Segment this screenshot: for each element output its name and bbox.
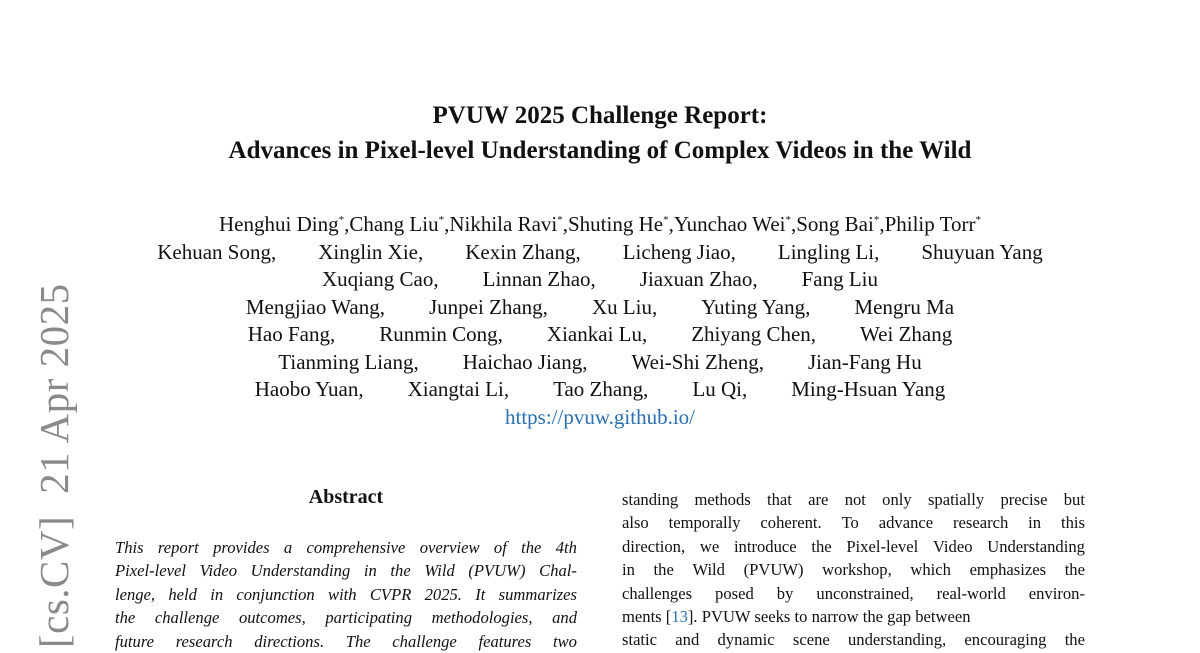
author-line-2 xyxy=(0,239,1200,267)
author: Kehuan Song, xyxy=(157,239,277,264)
author-line-7 xyxy=(0,376,1200,404)
author: Song Bai*, xyxy=(796,212,885,236)
author: Jiaxuan Zhao, xyxy=(639,267,758,291)
author: Shuting He*, xyxy=(567,212,674,236)
author: Xiankai Lu, xyxy=(546,322,648,346)
author: Junpei Zhang, xyxy=(428,294,548,319)
abstract-line: This report provides a comprehensive overview of the 4th xyxy=(115,538,577,557)
author: Tianming Liang, xyxy=(278,349,419,374)
author: Jian-Fang Hu xyxy=(807,349,922,374)
project-url-link[interactable]: https://pvuw.github.io/ xyxy=(505,404,695,429)
abstract-line: Pixel-level Video Understanding in the Wild (PVUW) Chal- xyxy=(115,561,577,581)
author: Shuyuan Yang xyxy=(921,239,1043,264)
author-block xyxy=(0,211,1200,431)
author: Tao Zhang, xyxy=(553,377,649,401)
author: Hao Fang, xyxy=(247,322,336,346)
author: Ming-Hsuan Yang xyxy=(791,377,946,401)
author: Xinglin Xie, xyxy=(318,239,424,264)
author: Mengjiao Wang, xyxy=(245,294,385,319)
author: Fang Liu xyxy=(801,267,878,291)
author: Zhiyang Chen, xyxy=(691,322,817,346)
author: Chang Liu*, xyxy=(349,212,450,236)
abstract-line: future research directions. The challenge features two xyxy=(115,631,577,651)
author: Wei Zhang xyxy=(860,322,953,346)
author-line-3 xyxy=(0,266,1200,294)
intro-body xyxy=(622,488,1085,652)
intro-line: static and dynamic scene understanding, encouraging the xyxy=(622,630,1085,650)
author: Philip Torr* xyxy=(884,212,981,236)
author-line-5 xyxy=(0,321,1200,349)
author: Yunchao Wei*, xyxy=(673,212,797,236)
author: Kexin Zhang, xyxy=(465,239,581,264)
author-line-1 xyxy=(0,211,1200,239)
url-line xyxy=(0,404,1200,432)
author-line-6 xyxy=(0,349,1200,377)
arxiv-category: [cs.CV] xyxy=(31,515,77,648)
intro-line: challenges posed by unconstrained, real-world environ- xyxy=(622,583,1085,603)
intro-line: also temporally coherent. To advance research in this xyxy=(622,513,1085,533)
arxiv-date: 21 Apr 2025 xyxy=(31,283,77,494)
author: Haichao Jiang, xyxy=(462,349,588,374)
title-line-2: Advances in Pixel-level Understanding of Complex Videos in the Wild xyxy=(228,137,972,164)
title-line-1: PVUW 2025 Challenge Report: xyxy=(432,102,768,129)
author: Runmin Cong, xyxy=(379,322,503,346)
author: Henghui Ding*, xyxy=(219,212,350,236)
author: Xu Liu, xyxy=(591,294,658,319)
abstract-line: the challenge outcomes, participating methodologies, and xyxy=(115,608,577,628)
intro-line: standing methods that are not only spatially precise but xyxy=(622,490,1085,509)
author: Lingling Li, xyxy=(777,239,880,264)
abstract-heading: Abstract xyxy=(308,486,384,508)
author: Lu Qi, xyxy=(692,377,748,401)
paper-title xyxy=(0,98,1200,168)
abstract-line: lenge, held in conjunction with CVPR 2025. It summarizes xyxy=(115,584,577,604)
abstract-body xyxy=(115,536,577,653)
author: Licheng Jiao, xyxy=(622,239,736,264)
citation-link[interactable]: 13 xyxy=(671,607,688,627)
author: Mengru Ma xyxy=(854,294,955,319)
author: Xuqiang Cao, xyxy=(321,267,439,291)
author-line-4 xyxy=(0,294,1200,322)
intro-line: direction, we introduce the Pixel-level Video Understanding xyxy=(622,536,1085,556)
intro-line-citation: ments [ 13 ]. PVUW seeks to narrow the gap between xyxy=(622,605,1085,628)
intro-line: in the Wild (PVUW) workshop, which emphasizes the xyxy=(622,560,1085,580)
author: Haobo Yuan, xyxy=(254,377,364,401)
author: Yuting Yang, xyxy=(701,294,811,319)
author: Xiangtai Li, xyxy=(407,377,510,401)
author: Linnan Zhao, xyxy=(482,267,596,291)
author: Nikhila Ravi*, xyxy=(449,212,568,236)
author: Wei-Shi Zheng, xyxy=(631,349,764,374)
